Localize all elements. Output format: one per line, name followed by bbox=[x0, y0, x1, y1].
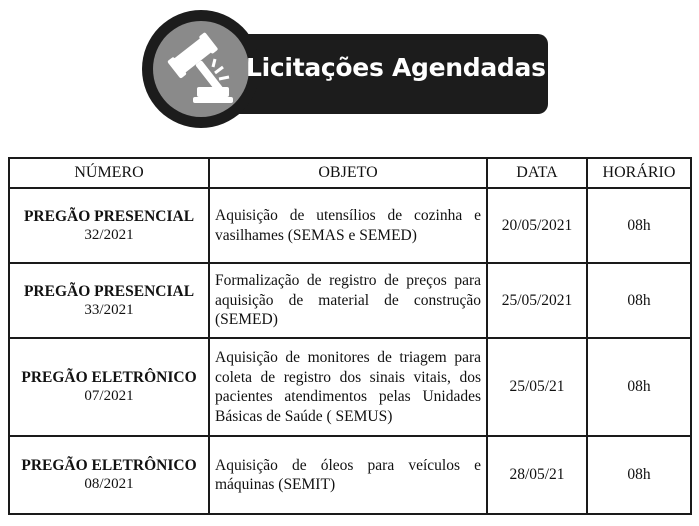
numero-cell bbox=[9, 188, 209, 263]
column-header-horario: HORÁRIO bbox=[587, 158, 691, 188]
modalidade: PREGÃO PRESENCIAL bbox=[23, 207, 195, 225]
numero: 32/2021 bbox=[84, 226, 134, 243]
objeto-cell: Aquisição de utensílios de cozinha e vasilhames (SEMAS e SEMED) bbox=[209, 188, 487, 263]
objeto-cell: Aquisição de óleos para veículos e máquinas (SEMIT) bbox=[209, 436, 487, 514]
header-banner bbox=[138, 10, 558, 128]
column-header-data: DATA bbox=[487, 158, 587, 188]
numero: 07/2021 bbox=[84, 388, 134, 404]
objeto-cell: Formalização de registro de preços para aquisição de material de construção (SEMED) bbox=[209, 263, 487, 338]
gavel-badge bbox=[142, 10, 260, 128]
data-cell: 25/05/2021 bbox=[487, 263, 587, 338]
horario-cell: 08h bbox=[587, 338, 691, 436]
modalidade: PREGÃO ELETRÔNICO bbox=[21, 457, 197, 474]
objeto-cell: Aquisição de monitores de triagem para coleta de registro dos sinais vitais, dos pacientes atendimentos pelas Unidades Básicas de Saúde ( SEMUS) bbox=[209, 338, 487, 436]
column-header-objeto: OBJETO bbox=[209, 158, 487, 188]
table-row bbox=[9, 188, 691, 263]
horario-cell: 08h bbox=[587, 263, 691, 338]
numero: 08/2021 bbox=[84, 476, 134, 492]
data-cell: 28/05/21 bbox=[487, 436, 587, 514]
table-header-row bbox=[9, 158, 691, 188]
table-row bbox=[9, 436, 691, 514]
modalidade: PREGÃO ELETRÔNICO bbox=[21, 369, 197, 386]
table-row bbox=[9, 263, 691, 338]
modalidade: PREGÃO PRESENCIAL bbox=[23, 282, 195, 300]
data-cell: 20/05/2021 bbox=[487, 188, 587, 263]
table-row bbox=[9, 338, 691, 436]
licitacoes-table bbox=[8, 157, 692, 515]
page-title: Licitações Agendadas bbox=[246, 53, 546, 82]
numero: 33/2021 bbox=[84, 301, 134, 318]
column-header-numero: NÚMERO bbox=[9, 158, 209, 188]
horario-cell: 08h bbox=[587, 188, 691, 263]
horario-cell: 08h bbox=[587, 436, 691, 514]
numero-cell bbox=[9, 263, 209, 338]
numero-cell bbox=[9, 338, 209, 436]
data-cell: 25/05/21 bbox=[487, 338, 587, 436]
gavel-icon bbox=[153, 21, 249, 117]
numero-cell bbox=[9, 436, 209, 514]
